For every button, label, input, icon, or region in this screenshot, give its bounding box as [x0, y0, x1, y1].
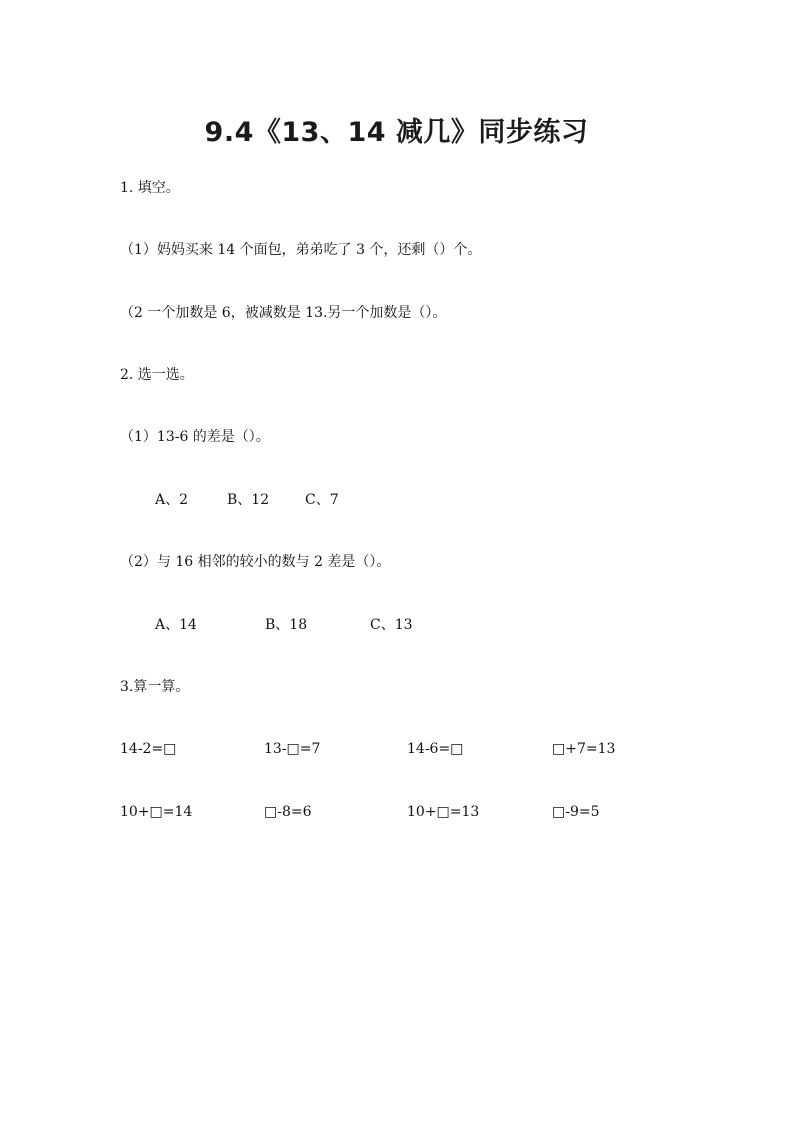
calc-item: 14-6=□ [407, 741, 464, 757]
calc-item: □-9=5 [552, 804, 600, 820]
calc-item: □+7=13 [552, 741, 616, 757]
section-3-heading: 3.算一算。 [120, 679, 190, 695]
question-1-1: （1）妈妈买来 14 个面包，弟弟吃了 3 个，还剩（）个。 [120, 242, 482, 258]
option-a: A、14 [155, 617, 197, 633]
calc-item: 10+□=14 [120, 804, 193, 820]
question-2-2: （2）与 16 相邻的较小的数与 2 差是（）。 [120, 554, 391, 570]
option-b: B、18 [265, 617, 308, 633]
option-c: C、7 [305, 492, 339, 508]
option-a: A、2 [155, 492, 189, 508]
section-2-heading: 2. 选一选。 [120, 367, 194, 383]
section-1-heading: 1. 填空。 [120, 180, 180, 196]
calc-item: □-8=6 [264, 804, 312, 820]
option-b: B、12 [227, 492, 270, 508]
page-title: 9.4《13、14 减几》同步练习 [204, 117, 589, 148]
question-2-1: （1）13-6 的差是（）。 [120, 429, 270, 445]
calc-item: 13-□=7 [264, 741, 321, 757]
question-1-2: （2 一个加数是 6，被减数是 13.另一个加数是（）。 [120, 305, 447, 321]
calc-item: 14-2=□ [120, 741, 177, 757]
calc-item: 10+□=13 [407, 804, 480, 820]
option-c: C、13 [370, 617, 413, 633]
